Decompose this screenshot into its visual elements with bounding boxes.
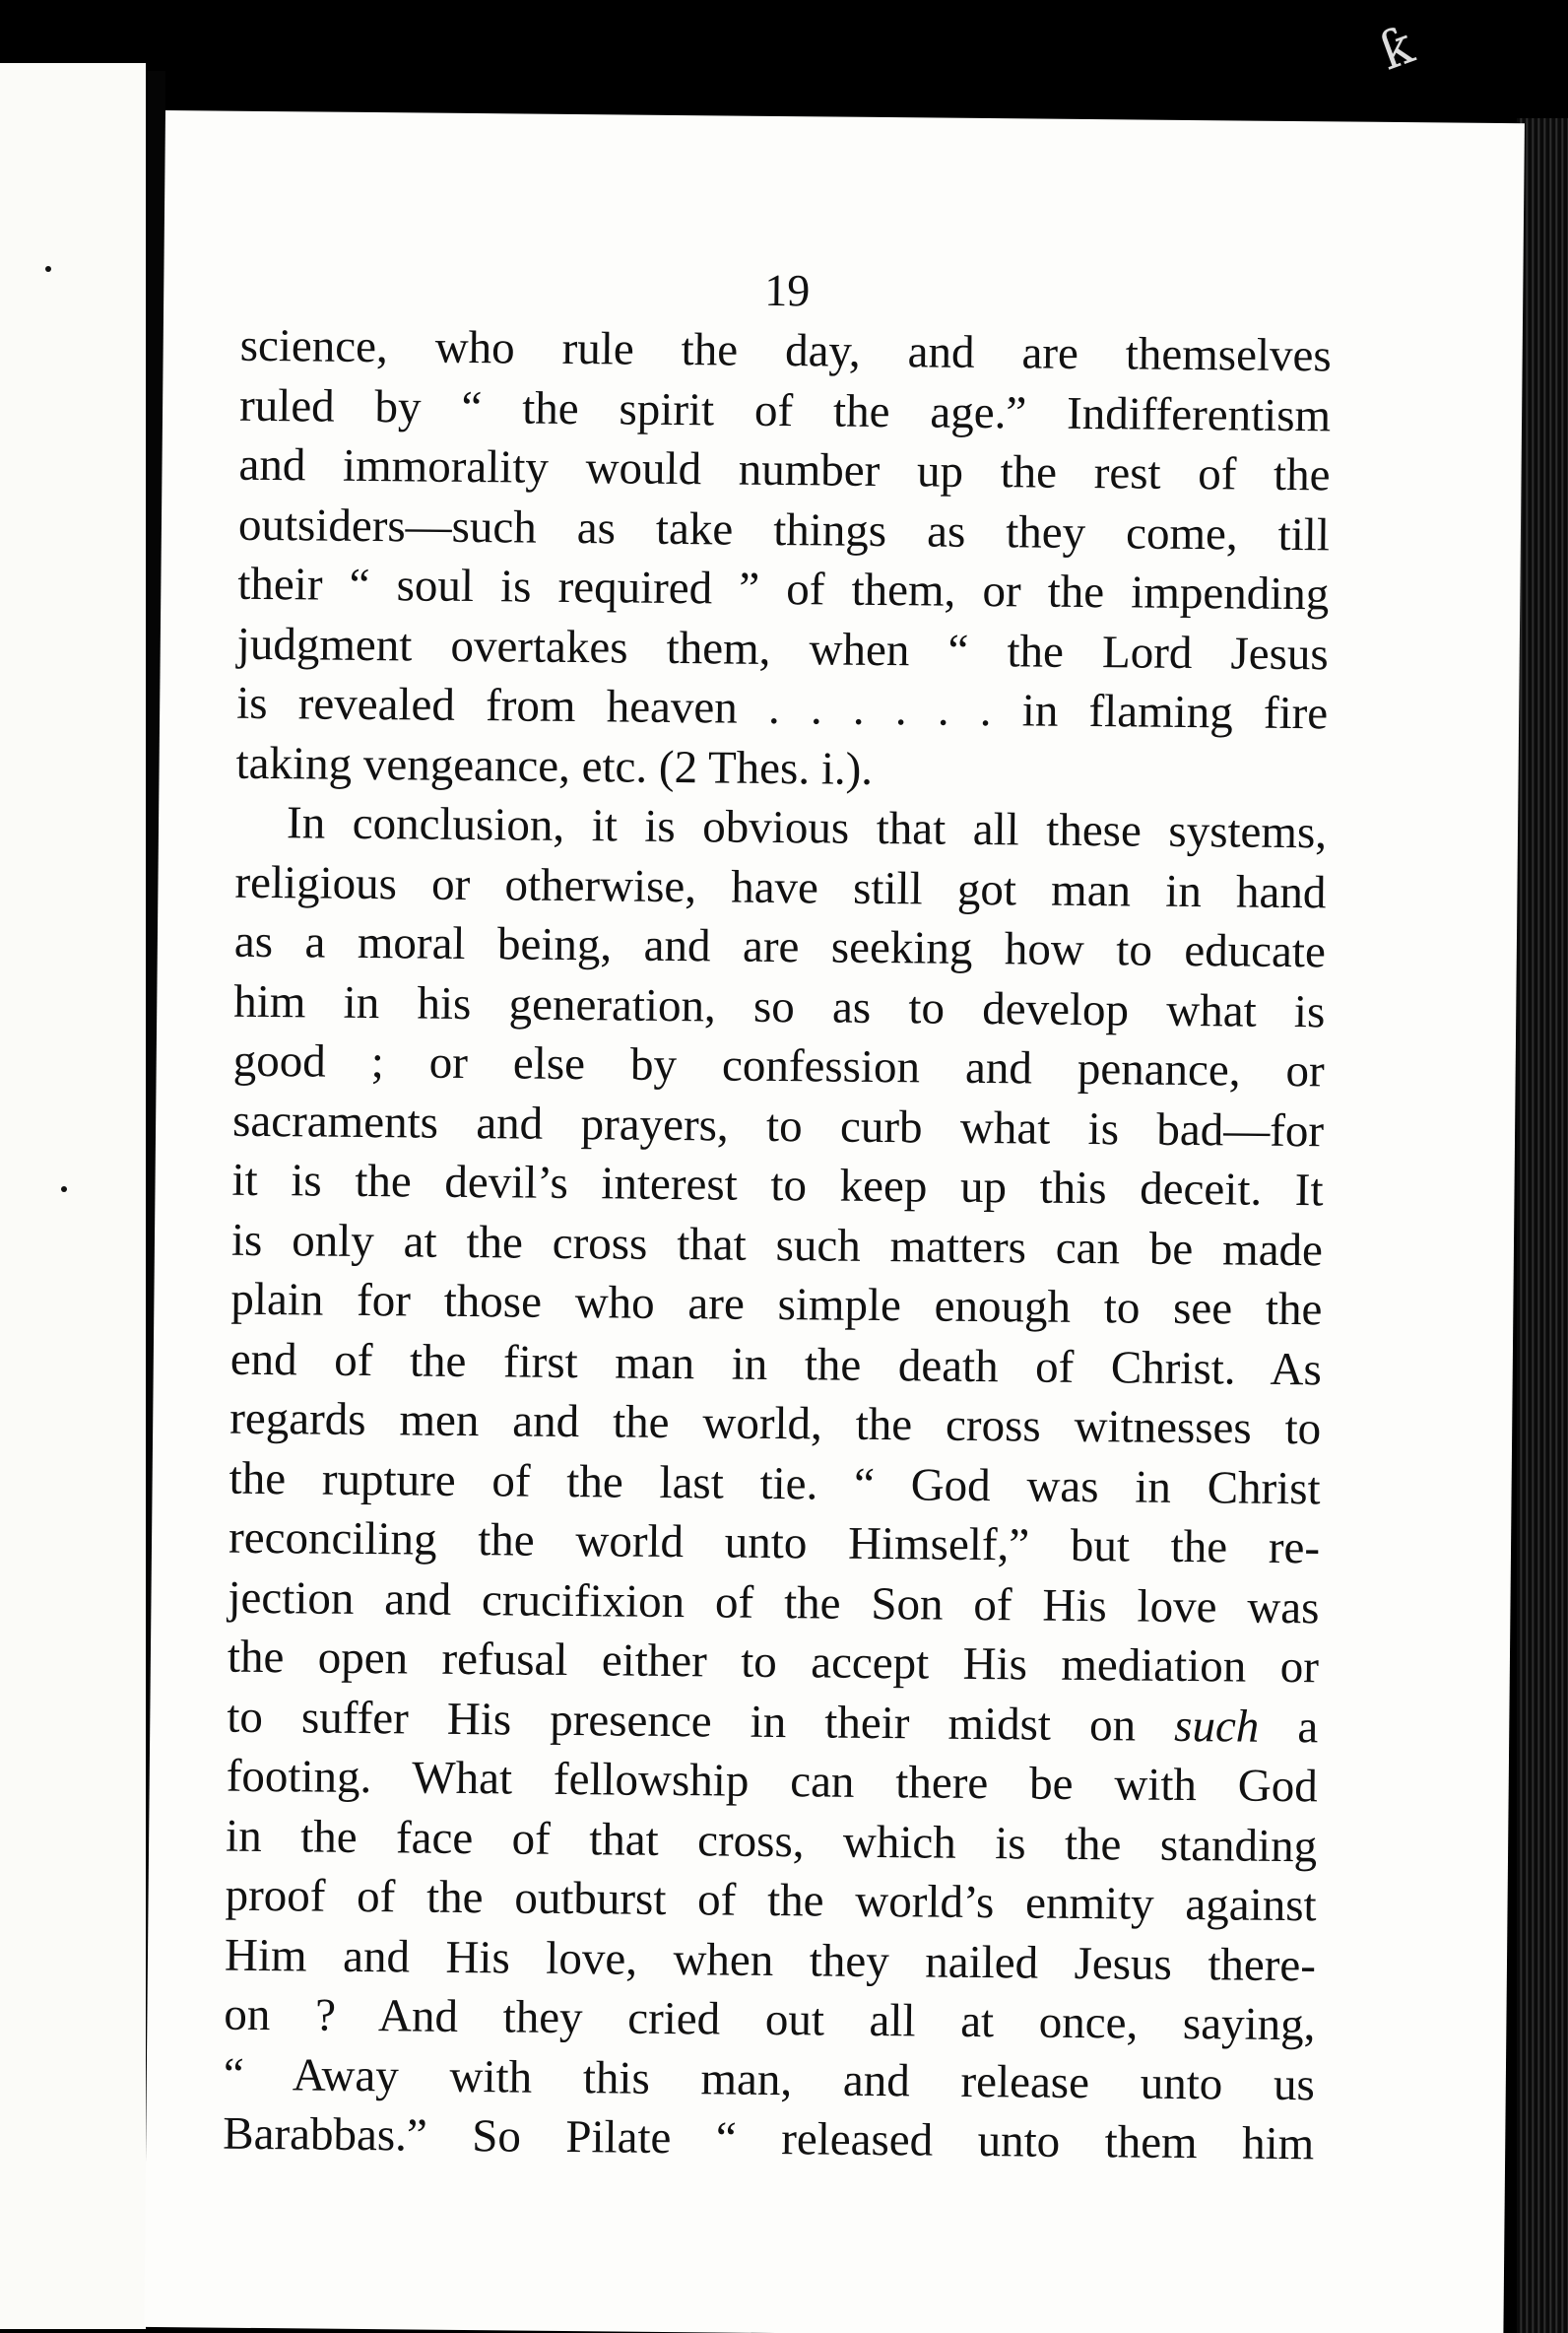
text-line: “ Away with this man, and release unto us xyxy=(223,2048,1316,2110)
body-text xyxy=(223,316,1332,2174)
ink-speck xyxy=(45,266,51,272)
text-line: and immorality would number up the rest of the xyxy=(238,438,1331,501)
text-line: their “ soul is required ” of them, or the impending xyxy=(237,558,1330,621)
text-line-with-italic xyxy=(227,1687,1319,1757)
text-segment: to suffer His presence in their midst on xyxy=(227,1691,1137,1752)
text-line: Barabbas.” So Pilate “ released unto them him xyxy=(223,2107,1315,2170)
text-line: footing. What fellowship can there be with God xyxy=(226,1750,1318,1813)
text-line: the rupture of the last tie. “ God was in Christ xyxy=(229,1452,1321,1514)
text-line: plain for those who are simple enough to see the xyxy=(230,1273,1323,1336)
text-line: is only at the cross that such matters can be made xyxy=(230,1214,1324,1276)
text-line: it is the devil’s interest to keep up this deceit. It xyxy=(231,1154,1324,1217)
text-line: proof of the outburst of the world’s enmity against xyxy=(225,1869,1317,1932)
text-line: him in his generation, so as to develop what is xyxy=(233,975,1326,1037)
text-line: the open refusal either to accept His mediation or xyxy=(227,1631,1320,1694)
text-segment: a xyxy=(1297,1700,1319,1753)
text-line: sacraments and prayers, to curb what is bad—for xyxy=(231,1095,1325,1157)
text-line: taking vengeance, etc. (2 Thes. i.). xyxy=(235,737,874,795)
text-line: judgment overtakes them, when “ the Lord Jesus xyxy=(236,618,1330,680)
text-line: in the face of that cross, which is the standing xyxy=(225,1810,1318,1872)
text-line: ruled by “ the spirit of the age.” Indifferentism xyxy=(238,379,1332,441)
text-line: regards men and the world, the cross witnesses to xyxy=(229,1392,1322,1455)
text-line: religious or otherwise, have still got man in hand xyxy=(234,856,1327,918)
paragraph-1 xyxy=(235,316,1332,804)
text-line: is revealed from heaven . . . . . . in flaming fire xyxy=(235,677,1329,740)
text-line: on ? And they cried out all at once, saying, xyxy=(224,1988,1316,2051)
text-line: good ; or else by confession and penance, or xyxy=(232,1034,1325,1098)
italic-word: such xyxy=(1173,1700,1260,1753)
text-line: science, who rule the day, and are themselves xyxy=(239,319,1332,382)
facing-page-edge xyxy=(0,63,146,2329)
text-line: outsiders—such as take things as they come, till xyxy=(237,499,1331,561)
text-line: as a moral being, and are seeking how to educate xyxy=(233,915,1327,978)
page-number: 19 xyxy=(764,264,811,316)
page-stack-edge xyxy=(1517,118,1568,2333)
text-line: jection and crucifixion of the Son of His love was xyxy=(228,1571,1320,1633)
text-line: end of the first man in the death of Christ. As xyxy=(229,1333,1323,1395)
corner-mark: ƙ xyxy=(1371,16,1421,83)
book-page xyxy=(144,110,1525,2333)
text-line: In conclusion, it is obvious that all these systems, xyxy=(286,797,1328,859)
text-line: Him and His love, when they nailed Jesus there- xyxy=(224,1929,1317,1991)
ink-speck xyxy=(61,1186,67,1192)
text-line: reconciling the world unto Himself,” but the re- xyxy=(228,1511,1321,1574)
paragraph-2 xyxy=(223,793,1327,2174)
